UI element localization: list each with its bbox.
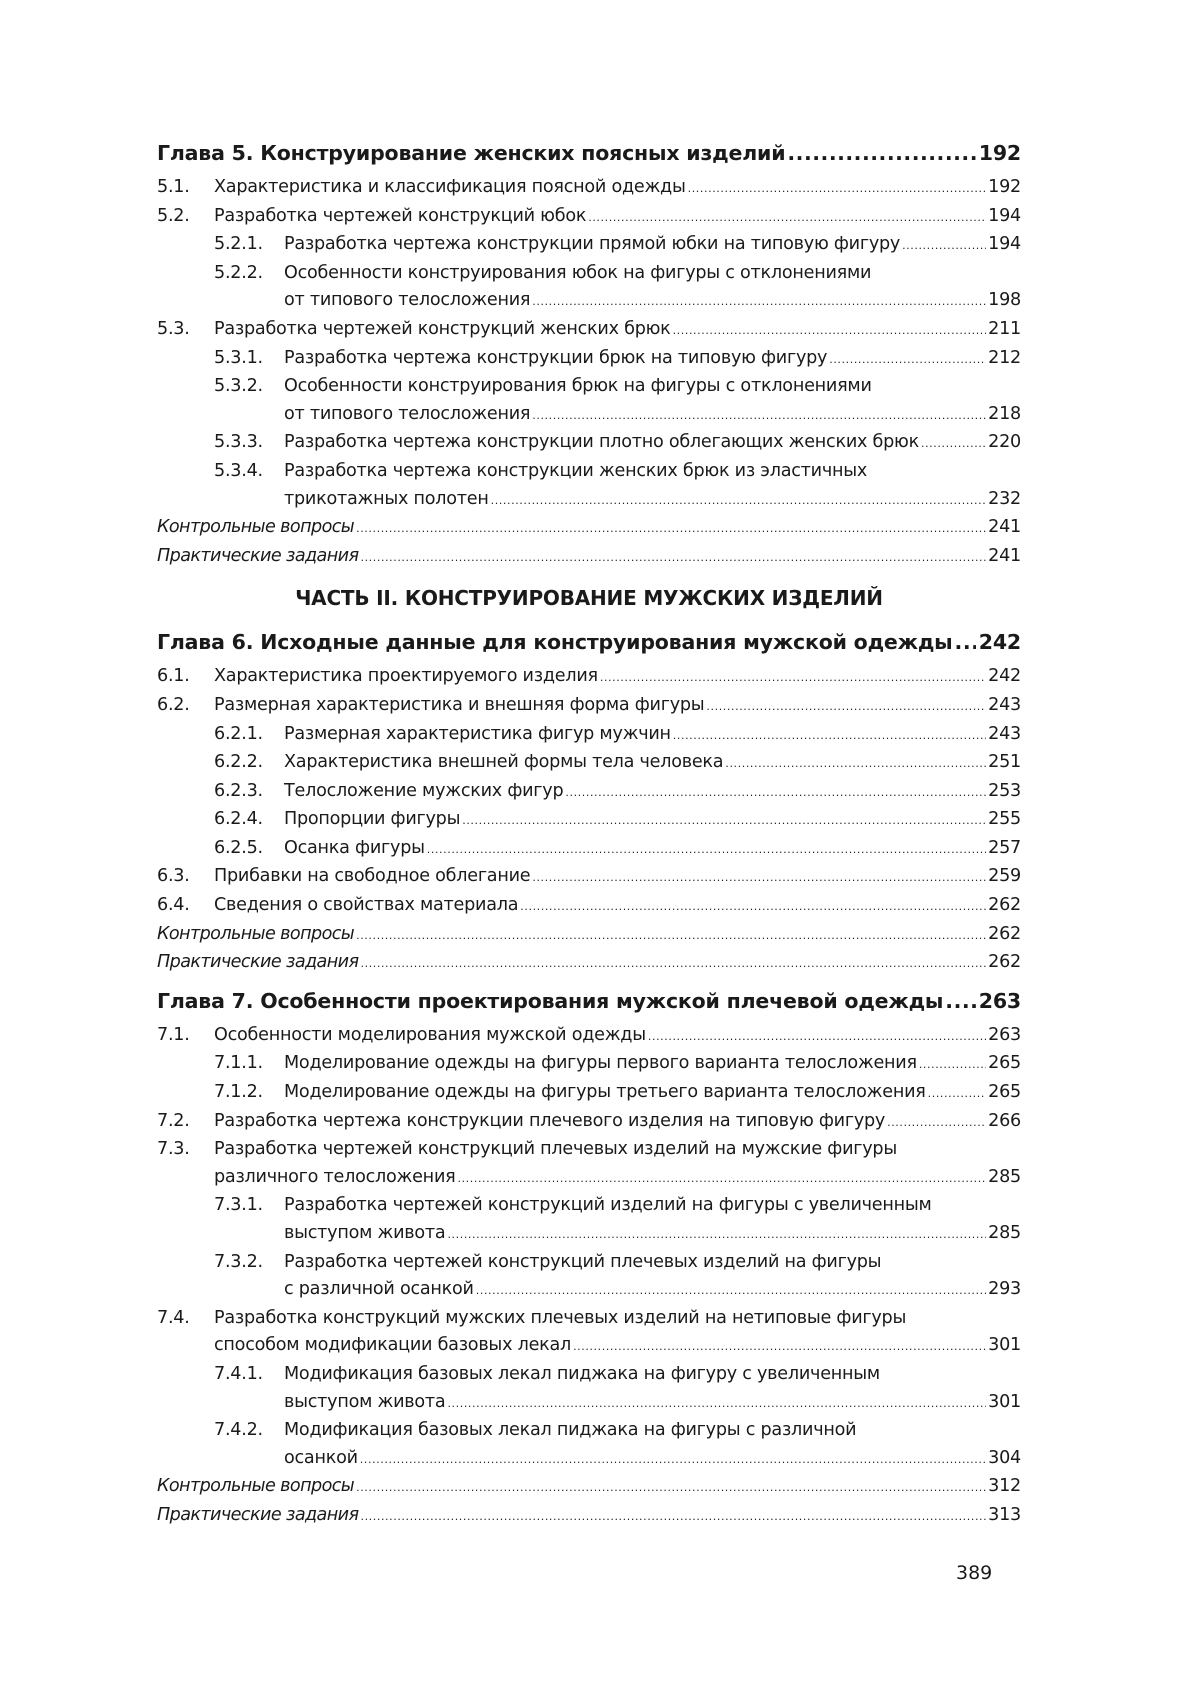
toc-entry[interactable] [157,778,1021,807]
entry-line [284,806,1021,835]
leader-dots [447,1221,986,1249]
entry-body [284,1079,1021,1108]
entry-page: 255 [988,809,1021,830]
entry-title: Моделирование одежды на фигуры третьего варианта телосложения [284,1082,926,1103]
entry-title: Сведения о свойствах материала [214,895,519,916]
entry-page: 301 [988,1335,1021,1356]
entry-body [214,892,1021,921]
entry-title: Контрольные вопросы [157,517,355,538]
entry-body [284,1417,1021,1473]
chapter-page: 263 [978,988,1021,1013]
entry-body [284,373,1021,429]
leader-dots [919,1051,986,1079]
entry-title: Телосложение мужских фигур [284,780,564,801]
leader-dots [565,779,986,807]
toc-entry[interactable] [157,203,1021,232]
entry-number: 6.2.1. [214,723,263,744]
entry-body [284,429,1021,458]
chapter-heading[interactable] [157,138,1021,174]
entry-line [214,316,1021,345]
entry-line [284,1276,1021,1305]
control-questions-entry[interactable] [157,514,1021,543]
leader-dots [673,317,987,345]
entry-page: 241 [988,517,1021,538]
entry-title: Практические задания [157,1504,359,1525]
entry-page: 198 [988,290,1021,311]
entry-line [214,174,1021,203]
entry-number: 7.4. [157,1307,190,1328]
entry-body [284,806,1021,835]
toc-entry[interactable] [157,1417,1021,1473]
entry-title: трикотажных полотен [284,488,489,509]
entry-page: 243 [988,694,1021,715]
entry-number: 5.3.1. [214,347,263,368]
entry-title: Разработка чертежа конструкции прямой юбки на типовую фигуру [284,234,901,255]
toc-entry[interactable] [157,892,1021,921]
leader-dots [532,288,986,316]
entry-line [284,749,1021,778]
entry-page: 251 [988,752,1021,773]
toc-entry[interactable] [157,1249,1021,1305]
toc-entry[interactable] [157,806,1021,835]
practical-tasks-entry[interactable] [157,543,1021,572]
entry-line [214,1332,1021,1361]
entry-title: Разработка чертежей конструкций плечевых изделий на мужские фигуры [214,1139,897,1160]
toc-entry[interactable] [157,1050,1021,1079]
entry-line [284,1050,1021,1079]
toc-entry[interactable] [157,863,1021,892]
entry-title: Прибавки на свободное облегание [214,866,531,887]
entry-body [214,663,1021,692]
entry-body [214,203,1021,232]
entry-page: 259 [988,866,1021,887]
entry-title: способом модификации базовых лекал [214,1335,572,1356]
entry-page: 212 [988,347,1021,368]
entry-line [284,486,1021,515]
entry-number: 7.4.1. [214,1363,263,1384]
entry-number: 5.2. [157,205,190,226]
entry-title: Контрольные вопросы [157,1476,355,1497]
entry-title: Осанка фигуры [284,837,425,858]
leader-dots [356,515,986,543]
entry-title: выступом живота [284,1223,446,1243]
entry-number: 7.1. [157,1024,190,1045]
entry-title: Характеристика и классификация поясной одежды [214,177,686,197]
entry-page: 293 [988,1279,1021,1300]
entry-title: Пропорции фигуры [284,809,461,830]
entry-number: 6.2.2. [214,752,263,773]
entry-page: 285 [988,1166,1021,1187]
leader-dots [447,1390,986,1418]
entry-body [214,1108,1021,1137]
entry-body [284,458,1021,514]
entry-page: 218 [988,403,1021,424]
entry-title: выступом живота [284,1391,446,1412]
entry-title: Характеристика проектируемого изделия [214,666,598,687]
entry-body [284,835,1021,864]
entry-title: от типового телосложения [284,290,531,311]
entry-line [284,345,1021,374]
leader-dots [360,1446,986,1474]
entry-title: Контрольные вопросы [157,923,355,944]
entry-number: 7.3.2. [214,1251,263,1272]
practical-tasks-entry[interactable] [157,949,1021,978]
entry-title: Практические задания [157,545,359,566]
entry-title: Разработка чертежа конструкции женских брюк из эластичных [284,460,868,481]
entry-line [284,1249,1021,1277]
entry-line [284,1389,1021,1418]
entry-line [284,231,1021,260]
toc-entry[interactable] [157,1305,1021,1361]
entry-body [214,1136,1021,1192]
leader-dots [476,1277,986,1305]
entry-line [214,1022,1021,1051]
entry-line [214,203,1021,232]
leader-dots [928,1080,987,1108]
leader-dots [688,175,987,203]
chapter-entries [157,663,1021,920]
entry-number: 5.3.3. [214,432,263,453]
entry-page: 312 [988,1476,1021,1497]
spacer [157,978,1021,986]
entry-number: 5.1. [157,177,190,197]
practical-tasks-entry[interactable] [157,1502,1021,1531]
entry-body [284,1192,1021,1248]
entry-title: Разработка чертежей конструкций женских брюк [214,318,671,339]
entry-number: 6.2. [157,694,190,715]
entry-line [284,778,1021,807]
entry-title: Разработка чертежей конструкций плечевых изделий на фигуры [284,1251,882,1272]
entry-title: Разработка чертежа конструкции плечевого изделия на типовую фигуру [214,1110,886,1131]
chapter-title: Глава 6. Исходные данные для конструирования мужской одежды [157,630,953,655]
entry-title: Разработка чертежа конструкции брюк на типовую фигуру [284,347,828,368]
toc-entry[interactable] [157,1361,1021,1417]
entry-line [284,1445,1021,1474]
entry-line [214,1136,1021,1164]
entry-title: Разработка чертежей конструкций изделий на фигуры с увеличенным [284,1195,932,1216]
leader-dots [427,836,986,864]
entry-title: Модификация базовых лекал пиджака на фигуру с увеличенным [284,1363,880,1384]
leader-dots [462,807,986,835]
entry-line [284,429,1021,458]
entry-body [284,749,1021,778]
entry-page: 266 [988,1110,1021,1131]
toc-entry[interactable] [157,721,1021,750]
entry-page: 232 [988,488,1021,509]
entry-page: 241 [988,545,1021,566]
entry-body [284,1050,1021,1079]
leader-dots [787,138,975,168]
chapter-title: Глава 7. Особенности проектирования мужской плечевой одежды [157,988,944,1013]
toc-entry[interactable] [157,429,1021,458]
entry-line [214,1164,1021,1193]
leader-dots [360,950,986,978]
leader-dots [532,864,986,892]
entry-line [284,835,1021,864]
entry-body [284,231,1021,260]
entry-number: 6.1. [157,666,190,687]
control-questions-entry[interactable] [157,921,1021,950]
leader-dots [356,1474,986,1502]
chapter-entries [157,174,1021,514]
entry-title: Особенности конструирования юбок на фигуры с отклонениями [284,262,872,283]
chapter-page: 242 [978,630,1021,655]
toc-entry[interactable] [157,1108,1021,1137]
toc-entry[interactable] [157,1192,1021,1248]
entry-line [284,458,1021,486]
entry-line [284,1220,1021,1249]
toc-entry[interactable] [157,663,1021,692]
entry-number: 6.2.4. [214,809,263,830]
toc-entry[interactable] [157,749,1021,778]
entry-page: 194 [988,234,1021,255]
entry-page: 220 [988,432,1021,453]
entry-body [214,1305,1021,1361]
entry-body [284,345,1021,374]
toc-entry[interactable] [157,458,1021,514]
chapter-entries [157,1022,1021,1474]
leader-dots [600,664,986,692]
entry-number: 7.2. [157,1110,190,1131]
entry-body [214,1022,1021,1051]
entry-body [214,316,1021,345]
entry-line [284,1192,1021,1220]
leader-dots [902,232,986,260]
entry-page: 265 [988,1082,1021,1103]
entry-page: 262 [988,895,1021,916]
entry-page: 263 [988,1024,1021,1045]
leader-dots [829,346,986,374]
entry-number: 6.2.5. [214,837,263,858]
entry-body [284,778,1021,807]
entry-page: 192 [988,177,1021,197]
leader-dots [532,402,986,430]
leader-dots [520,893,986,921]
entry-page: 262 [988,923,1021,944]
entry-page: 304 [988,1447,1021,1468]
entry-title: Разработка чертежа конструкции плотно облегающих женских брюк [284,432,919,453]
entry-page: 194 [988,205,1021,226]
leader-dots [648,1023,986,1051]
entry-line [214,663,1021,692]
entry-title: Особенности конструирования брюк на фигуры с отклонениями [284,376,872,397]
entry-page: 262 [988,952,1021,973]
entry-title: Практические задания [157,952,359,973]
entry-line [284,721,1021,750]
entry-number: 5.2.2. [214,262,263,283]
entry-number: 6.3. [157,866,190,887]
entry-line [214,863,1021,892]
entry-title: Разработка конструкций мужских плечевых изделий на нетиповые фигуры [214,1307,907,1328]
leader-dots [588,204,986,232]
toc-entry[interactable] [157,345,1021,374]
leader-dots [921,430,986,458]
chapter-title: Глава 5. Конструирование женских поясных изделий [157,141,786,165]
entry-body [214,174,1021,203]
toc-entry[interactable] [157,260,1021,316]
entry-number: 5.3.2. [214,376,263,397]
entry-page: 265 [988,1053,1021,1074]
entry-body [284,1249,1021,1305]
entry-line [284,373,1021,401]
entry-page: 257 [988,837,1021,858]
toc-entry[interactable] [157,174,1021,203]
toc-entry[interactable] [157,1022,1021,1051]
entry-line [214,1305,1021,1333]
entry-title: с различной осанкой [284,1279,474,1300]
entry-body [214,863,1021,892]
entry-number: 7.3.1. [214,1195,263,1216]
leader-dots [706,693,986,721]
entry-page: 253 [988,780,1021,801]
leader-dots [887,1109,986,1137]
part-heading: ЧАСТЬ II. КОНСТРУИРОВАНИЕ МУЖСКИХ ИЗДЕЛИЙ [295,586,883,611]
entry-page: 243 [988,723,1021,744]
toc-entry[interactable] [157,1079,1021,1108]
entry-title: Размерная характеристика фигур мужчин [284,723,671,744]
entry-page: 211 [988,318,1021,339]
entry-line [214,892,1021,921]
leader-dots [360,544,986,572]
toc-entry[interactable] [157,231,1021,260]
leader-dots [945,986,976,1016]
entry-number: 7.1.1. [214,1053,263,1074]
entry-number: 7.4.2. [214,1420,263,1441]
entry-line [214,692,1021,721]
entry-page: 242 [988,666,1021,687]
entry-page: 313 [988,1504,1021,1525]
entry-title: Размерная характеристика и внешняя форма фигуры [214,694,705,715]
entry-title: Модификация базовых лекал пиджака на фигуры с различной [284,1420,857,1441]
entry-title: Разработка чертежей конструкций юбок [214,205,587,226]
entry-title: Особенности моделирования мужской одежды [214,1024,646,1045]
entry-body [284,260,1021,316]
leader-dots [955,627,976,657]
entry-number: 6.4. [157,895,190,916]
entry-title: Характеристика внешней формы тела человека [284,752,724,773]
table-of-contents [157,138,1021,1531]
entry-line [214,1108,1021,1137]
entry-line [284,260,1021,288]
leader-dots [491,487,987,515]
control-questions-entry[interactable] [157,1473,1021,1502]
page-number: 389 [956,1562,993,1584]
entry-page: 301 [988,1391,1021,1412]
entry-body [284,1361,1021,1417]
entry-line [284,401,1021,430]
toc-entry[interactable] [157,316,1021,345]
toc-entry[interactable] [157,692,1021,721]
toc-entry[interactable] [157,373,1021,429]
entry-body [284,721,1021,750]
entry-page: 285 [988,1223,1021,1243]
leader-dots [457,1165,986,1193]
leader-dots [673,722,986,750]
chapter-page: 192 [978,141,1021,165]
chapter-heading[interactable] [157,627,1021,663]
entry-title: Моделирование одежды на фигуры первого варианта телосложения [284,1053,917,1074]
entry-body [214,692,1021,721]
entry-number: 7.3. [157,1139,190,1160]
entry-number: 6.2.3. [214,780,263,801]
entry-title: осанкой [284,1447,358,1468]
entry-number: 5.3.4. [214,460,263,481]
leader-dots [360,1503,986,1531]
entry-title: различного телосложения [214,1166,456,1187]
entry-number: 5.3. [157,318,190,339]
entry-line [284,1417,1021,1445]
entry-line [284,1079,1021,1108]
entry-title: от типового телосложения [284,403,531,424]
leader-dots [725,750,986,778]
entry-line [284,1361,1021,1389]
leader-dots [573,1333,986,1361]
toc-entry[interactable] [157,1136,1021,1192]
toc-entry[interactable] [157,835,1021,864]
entry-number: 5.2.1. [214,234,263,255]
leader-dots [356,922,986,950]
chapter-heading[interactable] [157,986,1021,1022]
entry-line [284,287,1021,316]
entry-number: 7.1.2. [214,1082,263,1103]
